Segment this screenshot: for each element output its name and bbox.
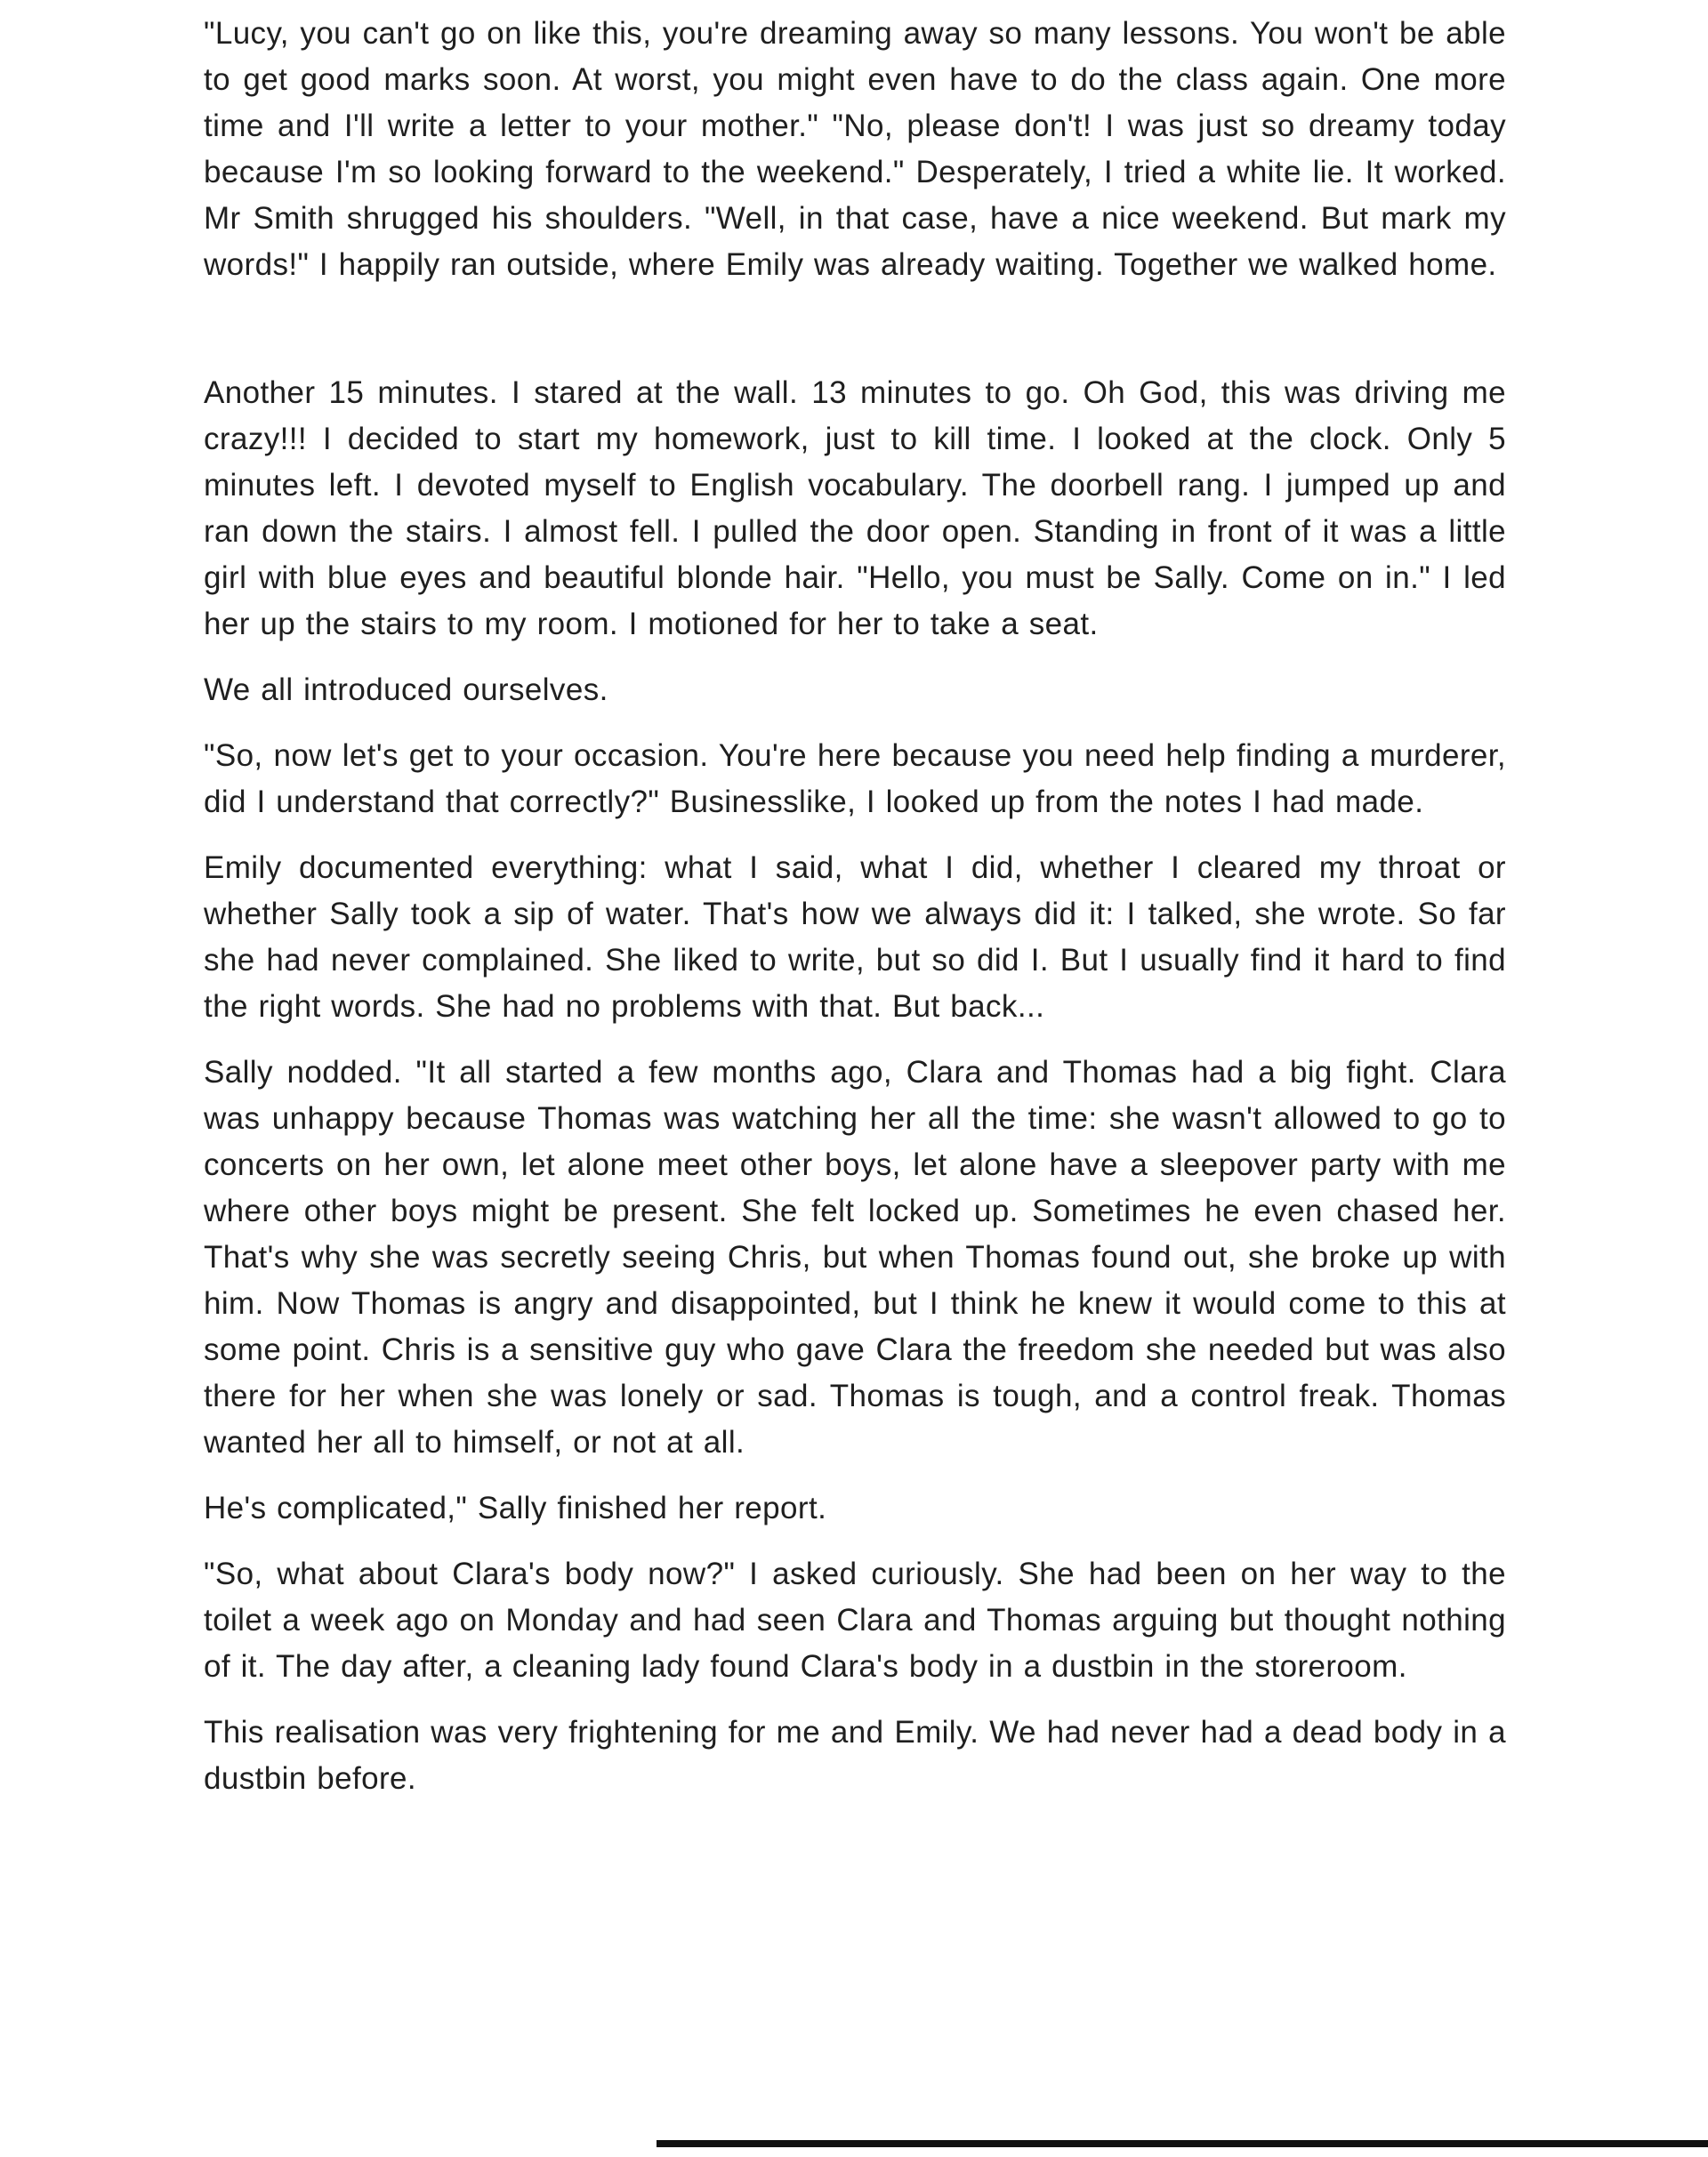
paragraph-lucy-warning: "Lucy, you can't go on like this, you're dreaming away so many lessons. You won't be able to get good marks soon. At worst, you might even have to do the class again. One more time and I'll write a letter to your mother." "No, please don't! I was just so dreamy today because I'm so looking forward to the weekend." Desperately, I tried a white lie. It worked. Mr Smith shrugged his shoulders. "Well, in that case, have a nice weekend. But mark my words!" I happily ran outside, where Emily was already waiting. Together we walked home.	[204, 16, 1506, 282]
paragraph-occasion-question: "So, now let's get to your occasion. You're here because you need help finding a murderer, did I understand that correctly?" Businesslike, I looked up from the notes I had made.	[204, 738, 1506, 819]
paragraph-sally-report: Sally nodded. "It all started a few months ago, Clara and Thomas had a big fight. Clara was unhappy because Thomas was watching her all the time: she wasn't allowed to go to concerts on her own, let alone meet other boys, let alone have a sleepover party with me where other boys might be present. She felt locked up. Sometimes he even chased her. That's why she was secretly seeing Chris, but when Thomas found out, she broke up with him. Now Thomas is angry and disappointed, but I think he knew it would come to this at some point. Chris is a sensitive guy who gave Clara the freedom she needed but was also there for her when she was lonely or sad. Thomas is tough, and a control freak. Thomas wanted her all to himself, or not at all.	[204, 1055, 1506, 1460]
paragraph-waiting-doorbell: Another 15 minutes. I stared at the wall. 13 minutes to go. Oh God, this was driving me crazy!!! I decided to start my homework, just to kill time. I looked at the clock. Only 5 minutes left. I devoted myself to English vocabulary. The doorbell rang. I jumped up and ran down the stairs. I almost fell. I pulled the door open. Standing in front of it was a little girl with blue eyes and beautiful blonde hair. "Hello, you must be Sally. Come on in." I led her up the stairs to my room. I motioned for her to take a seat.	[204, 375, 1506, 641]
paragraph-emily-documented: Emily documented everything: what I said, what I did, whether I cleared my throat or whether Sally took a sip of water. That's how we always did it: I talked, she wrote. So far she had never complained. She liked to write, but so did I. But I usually find it hard to find the right words. She had no problems with that. But back...	[204, 850, 1506, 1024]
paragraph-claras-body: "So, what about Clara's body now?" I asked curiously. She had been on her way to the toilet a week ago on Monday and had seen Clara and Thomas arguing but thought nothing of it. The day after, a cleaning lady found Clara's body in a dustbin in the storeroom.	[204, 1557, 1506, 1684]
story-text-column	[204, 11, 1506, 1822]
paragraph-hes-complicated: He's complicated," Sally finished her report.	[204, 1491, 827, 1525]
paragraph-introductions: We all introduced ourselves.	[204, 672, 608, 707]
partial-bottom-divider	[657, 2140, 1708, 2147]
paragraph-realisation: This realisation was very frightening for me and Emily. We had never had a dead body in a dustbin before.	[204, 1715, 1506, 1796]
